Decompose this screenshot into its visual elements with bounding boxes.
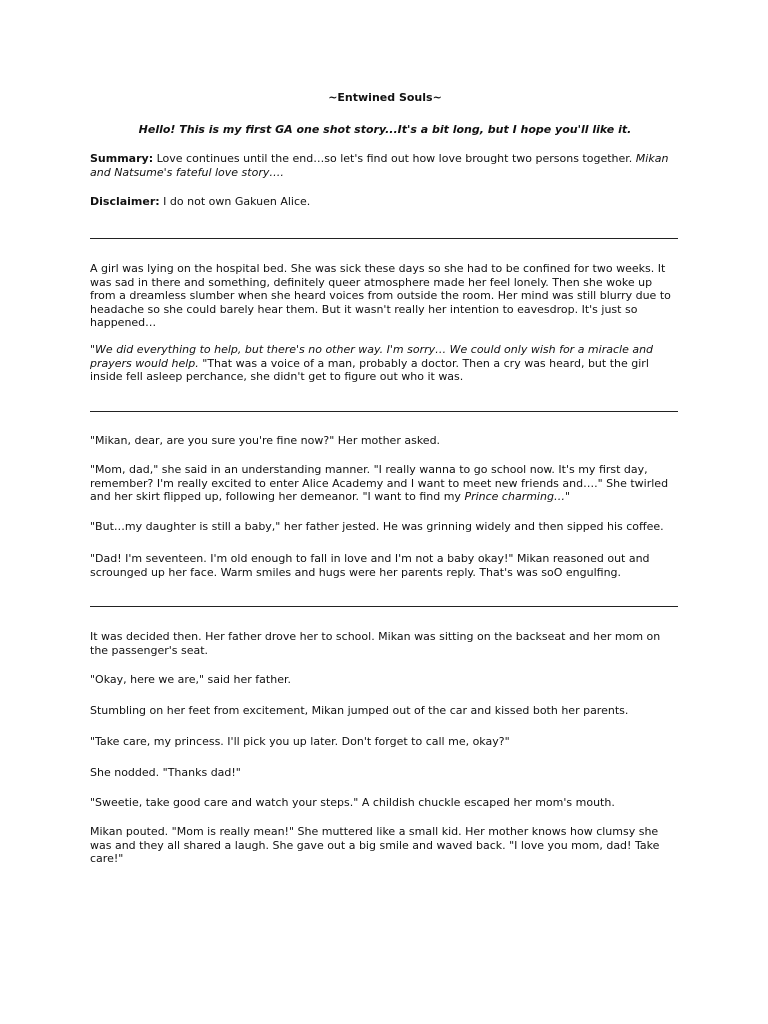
paragraph: "Take care, my princess. I'll pick you up later. Don't forget to call me, okay?" <box>90 735 510 748</box>
paragraph: It was decided then. Her father drove her to school. Mikan was sitting on the backseat and her mom on the passenger's seat. <box>90 630 661 657</box>
summary-italic: Mikan and Natsume's fateful love story…. <box>90 152 669 179</box>
disclaimer-paragraph <box>90 195 680 209</box>
disclaimer-label: Disclaimer: <box>90 195 160 208</box>
summary-label: Summary: <box>90 152 154 165</box>
section-divider <box>90 411 678 412</box>
section-divider <box>90 238 678 239</box>
paragraph: "Mikan, dear, are you sure you're fine now?" Her mother asked. <box>90 434 441 447</box>
summary-text: Love continues until the end…so let's find out how love brought two persons together. <box>153 152 636 165</box>
prince-charming-italic: Prince charming… <box>464 490 565 503</box>
story-title: ~Entwined Souls~ <box>328 91 442 104</box>
section-divider <box>90 606 678 607</box>
paragraph <box>90 343 680 384</box>
author-intro: Hello! This is my first GA one shot story...It's a bit long, but I hope you'll like it. <box>138 123 632 136</box>
paragraph-text: " <box>564 490 571 503</box>
paragraph <box>90 463 680 504</box>
paragraph: Mikan pouted. "Mom is really mean!" She muttered like a small kid. Her mother knows how clumsy she was and they all shared a laugh. She gave out a big smile and waved back. "I love you mom, dad! Take care!" <box>90 825 660 865</box>
paragraph: "Okay, here we are," said her father. <box>90 673 291 686</box>
paragraph-text: "Mom, dad," she said in an understanding manner. "I really wanna to go school now. It's my first day, remember? I'm really excited to enter Alice Academy and I want to meet new friends and…." She twirled and her skirt flipped up, following her demeanor. "I want to find my <box>90 463 669 503</box>
paragraph: "But…my daughter is still a baby," her father jested. He was grinning widely and then sipped his coffee. <box>90 520 664 533</box>
doctor-quote: "We did everything to help, but there's no other way. I'm sorry… We could only wish for a miracle and prayers would help. <box>90 343 654 370</box>
paragraph: She nodded. "Thanks dad!" <box>90 766 241 779</box>
summary-paragraph <box>90 152 680 179</box>
paragraph: A girl was lying on the hospital bed. She was sick these days so she had to be confined for two weeks. It was sad in there and something, definitely queer atmosphere made her feel lonely. Then she woke up from a dreamless slumber when she heard voices from outside the room. Her mind was still blurry due to headache so she could barely hear them. But it wasn't really her intention to eavesdrop. It's just so happened… <box>90 262 671 329</box>
paragraph: Stumbling on her feet from excitement, Mikan jumped out of the car and kissed both her parents. <box>90 704 629 717</box>
paragraph-text: "That was a voice of a man, probably a doctor. Then a cry was heard, but the girl inside fell asleep perchance, she didn't get to figure out who it was. <box>90 356 649 383</box>
disclaimer-text: I do not own Gakuen Alice. <box>159 195 311 208</box>
paragraph: "Sweetie, take good care and watch your steps." A childish chuckle escaped her mom's mouth. <box>90 796 615 809</box>
paragraph: "Dad! I'm seventeen. I'm old enough to fall in love and I'm not a baby okay!" Mikan reasoned out and scrounged up her face. Warm smiles and hugs were her parents reply. That's was soO engulfing. <box>90 552 650 579</box>
